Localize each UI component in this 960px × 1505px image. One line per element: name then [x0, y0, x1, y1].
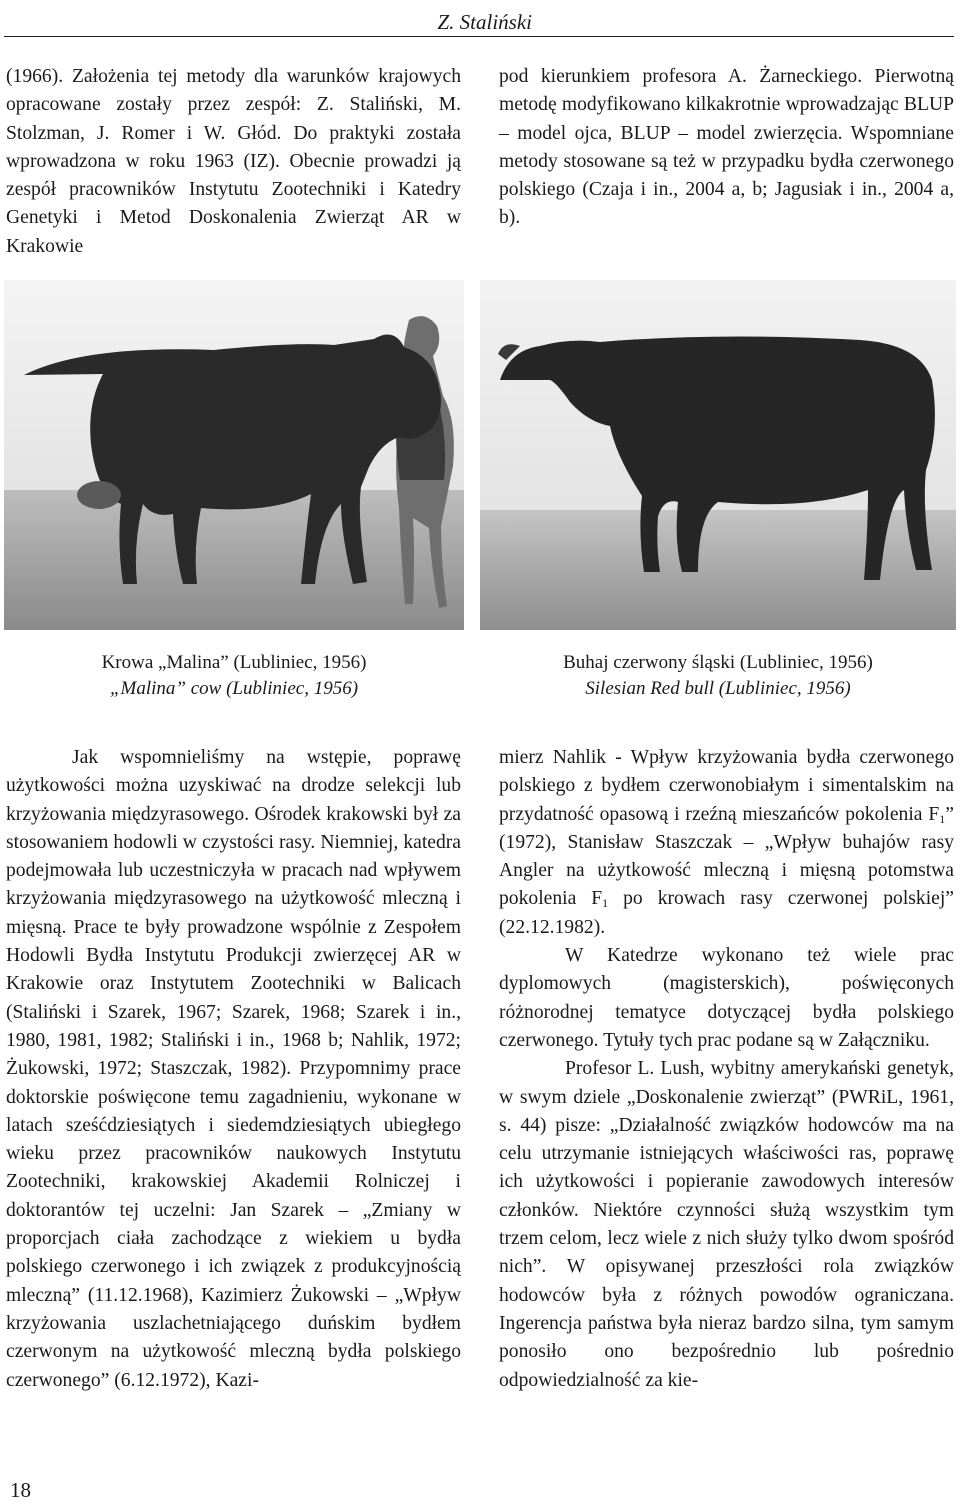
text-run: ” (1972), Stanisław Staszczak – „Wpływ buhajów rasy Angler na użytkowość mleczną i mięsną potomstwa pokolenia F	[499, 803, 954, 910]
cow-photo-image	[4, 280, 464, 630]
bull-photo	[480, 280, 956, 630]
caption-english: „Malina” cow (Lubliniec, 1956)	[109, 678, 359, 699]
caption-polish: Krowa „Malina” (Lubliniec, 1956)	[101, 652, 367, 673]
text-run: po krowach rasy czerwonej polskiej” (22.12.1982).	[499, 888, 955, 938]
running-header	[0, 0, 960, 40]
subscript: 1	[939, 811, 946, 826]
paragraph: W Katedrze wykonano też wiele prac dyplomowych (magisterskich), poświęconych różnorodnej tematyce dotyczącej bydła polskiego czerwonego. Tytuły tych prac podane są w Załączniku.	[499, 945, 954, 1051]
column-2-top	[499, 63, 954, 233]
figure-caption-right	[480, 650, 956, 702]
caption-english: Silesian Red bull (Lubliniec, 1956)	[585, 678, 851, 699]
cow-photo	[4, 280, 464, 630]
header-author: Z. Staliński	[437, 10, 532, 34]
page-number: 18	[10, 1478, 31, 1502]
paragraph: pod kierunkiem profesora A. Żarneckiego. Pierwotną metodę modyfikowano kilkakrotnie wprowadzając BLUP – model ojca, BLUP – model zwierzęcia. Wspomniane metody stosowane są też w przypadku bydła czerwonego polskiego (Czaja i in., 2004 a, b; Jagusiak i in., 2004 a, b).	[499, 66, 954, 229]
figure-caption-left	[4, 650, 464, 702]
header-rule	[4, 36, 954, 37]
text-run: mierz Nahlik - Wpływ krzyżowania bydła czerwonego polskiego z bydłem czerwonobiałym i simentalskim na przydatność opasową i rzeźną mieszańców pokolenia F	[499, 747, 954, 825]
column-1-bottom	[6, 744, 461, 1395]
paragraph	[499, 744, 954, 942]
column-2-bottom	[499, 744, 954, 1395]
column-1-top	[6, 63, 461, 261]
paragraph: Jak wspomnieliśmy na wstępie, poprawę użytkowości można uzyskiwać na drodze selekcji lub krzyżowania międzyrasowego. Ośrodek krakowski był za stosowaniem hodowli w czystości rasy. Niemniej, katedra podejmowała lub uczestniczyła w pracach nad wpływem krzyżowania międzyrasowego na użytkowość mleczną i mięsną. Prace te były prowadzone wspólnie z Zespołem Hodowli Bydła Instytutu Produkcji zwierzęcej AR w Krakowie oraz Instytutem Zootechniki w Balicach (Staliński i Szarek, 1967; Szarek, 1968; Szarek i in., 1980, 1981, 1982; Staliński i in., 1968 b; Nahlik, 1972; Żukowski, 1972; Staszczak, 1982). Przypomnimy prace doktorskie poświęcone temu zagadnieniu, wykonane w latach sześćdziesiątych i siedemdziesiątych ubiegłego wieku przez pracowników naukowych Instytutu Zootechniki, krakowskiej Akademii Rolniczej i doktorantów tej uczelni: Jan Szarek – „Zmiany w proporcjach ciała zachodzące z wiekiem u bydła polskiego czerwonego i ich związek z produkcyjnością mleczną” (11.12.1968), Kazimierz Żukowski – „Wpływ krzyżowania uszlachetniającego duńskim bydłem czerwonym na użytkowość mleczną bydła polskiego czerwonego” (6.12.1972), Kazi-	[6, 747, 461, 1391]
paragraph: Profesor L. Lush, wybitny amerykański genetyk, w swym dziele „Doskonalenie zwierząt” (PWRiL, 1961, s. 44) pisze: „Działalność związków hodowców ma na celu utrzymanie istniejących właściwości ras, poprawę ich użytkowości i popieranie zawodowych interesów członków. Niektóre czynności służą wszystkim tym trzem celom, lecz wiele z nich służy tylko dwom spośród nich”. W opisywanej przeszłości rola związków hodowców była z różnych powodów ograniczana. Ingerencja państwa była nieraz bardzo silna, tym samym ponosiło ono bezpośrednio lub pośrednio odpowiedzialność za kie-	[499, 1058, 954, 1391]
subscript: 1	[602, 896, 609, 911]
caption-polish: Buhaj czerwony śląski (Lubliniec, 1956)	[563, 652, 873, 673]
paragraph: (1966). Założenia tej metody dla warunków krajowych opracowane zostały przez zespół: Z. Staliński, M. Stolzman, J. Romer i W. Głód. Do praktyki została wprowadzona w roku 1963 (IZ). Obecnie prowadzi ją zespół pracowników Instytutu Zootechniki i Katedry Genetyki i Metod Doskonalenia Zwierząt AR w Krakowie	[6, 66, 461, 257]
bull-photo-image	[480, 280, 956, 630]
